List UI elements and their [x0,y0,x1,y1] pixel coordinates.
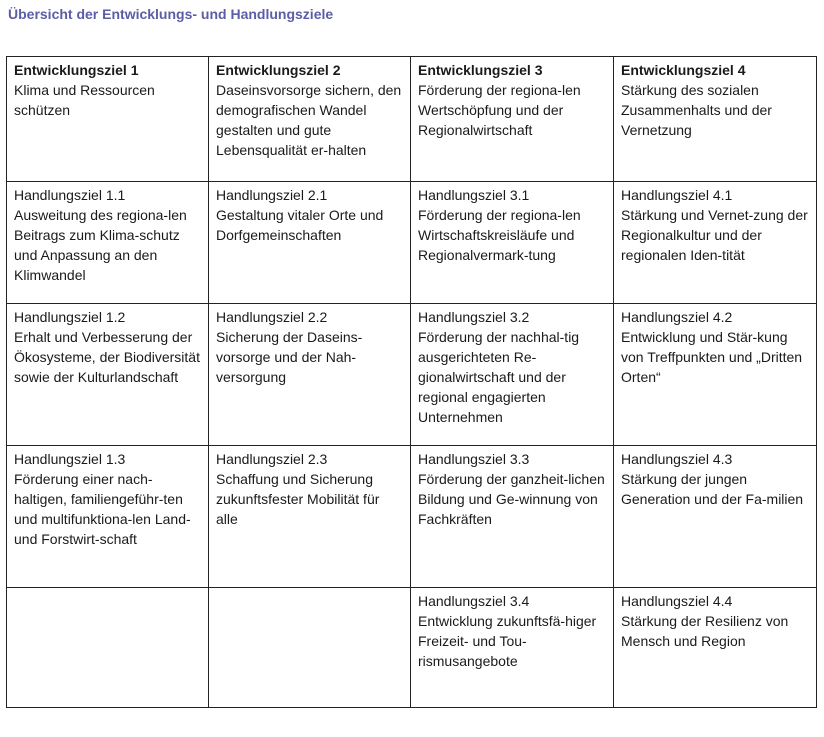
action-goal-label: Handlungsziel 1.1 [14,187,126,203]
table-row [7,446,817,588]
action-goal-cell [209,182,411,304]
action-goal-cell [614,304,817,446]
development-goal-heading: Entwicklungsziel 3 [418,62,543,78]
action-goal-label: Handlungsziel 4.3 [621,451,733,467]
action-goal-label: Handlungsziel 2.2 [216,309,328,325]
action-goal-text: Stärkung der Resilienz von Mensch und Region [621,613,789,649]
goals-table [6,56,817,708]
table-row [7,304,817,446]
action-goal-label: Handlungsziel 4.2 [621,309,733,325]
action-goal-label: Handlungsziel 2.1 [216,187,328,203]
action-goal-text: Stärkung der jungen Generation und der Fa-milien [621,471,804,507]
action-goal-text: Förderung einer nach-haltigen, familiengeführ-ten und multifunktiona-len Land- und Forstwirt-schaft [14,471,191,547]
action-goal-label: Handlungsziel 3.3 [418,451,530,467]
action-goal-cell [411,588,614,708]
action-goal-text: Förderung der regiona-len Wirtschaftskreisläufe und Regionalvermark-tung [418,207,581,263]
development-goal-cell [411,57,614,182]
development-goal-heading: Entwicklungsziel 2 [216,62,341,78]
action-goal-cell [614,446,817,588]
action-goal-label: Handlungsziel 1.2 [14,309,126,325]
action-goal-text: Erhalt und Verbesserung der Ökosysteme, der Biodiversität sowie der Kulturlandschaft [14,329,200,385]
page-title: Übersicht der Entwicklungs- und Handlungsziele [8,6,334,22]
development-goal-heading: Entwicklungsziel 1 [14,62,139,78]
action-goal-label: Handlungsziel 4.1 [621,187,733,203]
action-goal-label: Handlungsziel 3.2 [418,309,530,325]
development-goal-text: Stärkung des sozialen Zusammenhalts und der Vernetzung [621,82,772,138]
development-goal-text: Daseinsvorsorge sichern, den demografischen Wandel gestalten und gute Lebensqualität er-halten [216,82,402,158]
table-row [7,182,817,304]
development-goal-cell [614,57,817,182]
development-goal-text: Klima und Ressourcen schützen [14,82,155,118]
action-goal-cell [614,182,817,304]
action-goal-label: Handlungsziel 2.3 [216,451,328,467]
development-goal-text: Förderung der regiona-len Wertschöpfung und der Regionalwirtschaft [418,82,581,138]
action-goal-label: Handlungsziel 3.4 [418,593,530,609]
action-goal-text: Entwicklung zukunftsfä-higer Freizeit- und Tou-rismusangebote [418,613,597,669]
action-goal-cell [7,304,209,446]
action-goal-cell [411,446,614,588]
action-goal-text: Sicherung der Daseins-vorsorge und der Nah-versorgung [216,329,363,385]
development-goal-heading: Entwicklungsziel 4 [621,62,746,78]
action-goal-text: Stärkung und Vernet-zung der Regionalkultur und der regionalen Iden-tität [621,207,808,263]
action-goal-text: Gestaltung vitaler Orte und Dorfgemeinschaften [216,207,384,243]
action-goal-label: Handlungsziel 3.1 [418,187,530,203]
action-goal-text: Förderung der nachhal-tig ausgerichteten Re-gionalwirtschaft und der regional engagierten Unternehmen [418,329,580,425]
table-header-row [7,57,817,182]
empty-cell [209,588,411,708]
empty-cell [7,588,209,708]
action-goal-cell [7,182,209,304]
action-goal-text: Schaffung und Sicherung zukunftsfester Mobilität für alle [216,471,380,527]
action-goal-cell [7,446,209,588]
action-goal-text: Entwicklung und Stär-kung von Treffpunkten und „Dritten Orten“ [621,329,803,385]
action-goal-cell [411,182,614,304]
action-goal-cell [209,446,411,588]
action-goal-cell [209,304,411,446]
action-goal-text: Förderung der ganzheit-lichen Bildung und Ge-winnung von Fachkräften [418,471,605,527]
development-goal-cell [209,57,411,182]
action-goal-text: Ausweitung des regiona-len Beitrags zum Klima-schutz und Anpassung an den Klimwandel [14,207,187,283]
action-goal-label: Handlungsziel 1.3 [14,451,126,467]
action-goal-cell [614,588,817,708]
table-row [7,588,817,708]
development-goal-cell [7,57,209,182]
action-goal-cell [411,304,614,446]
action-goal-label: Handlungsziel 4.4 [621,593,733,609]
